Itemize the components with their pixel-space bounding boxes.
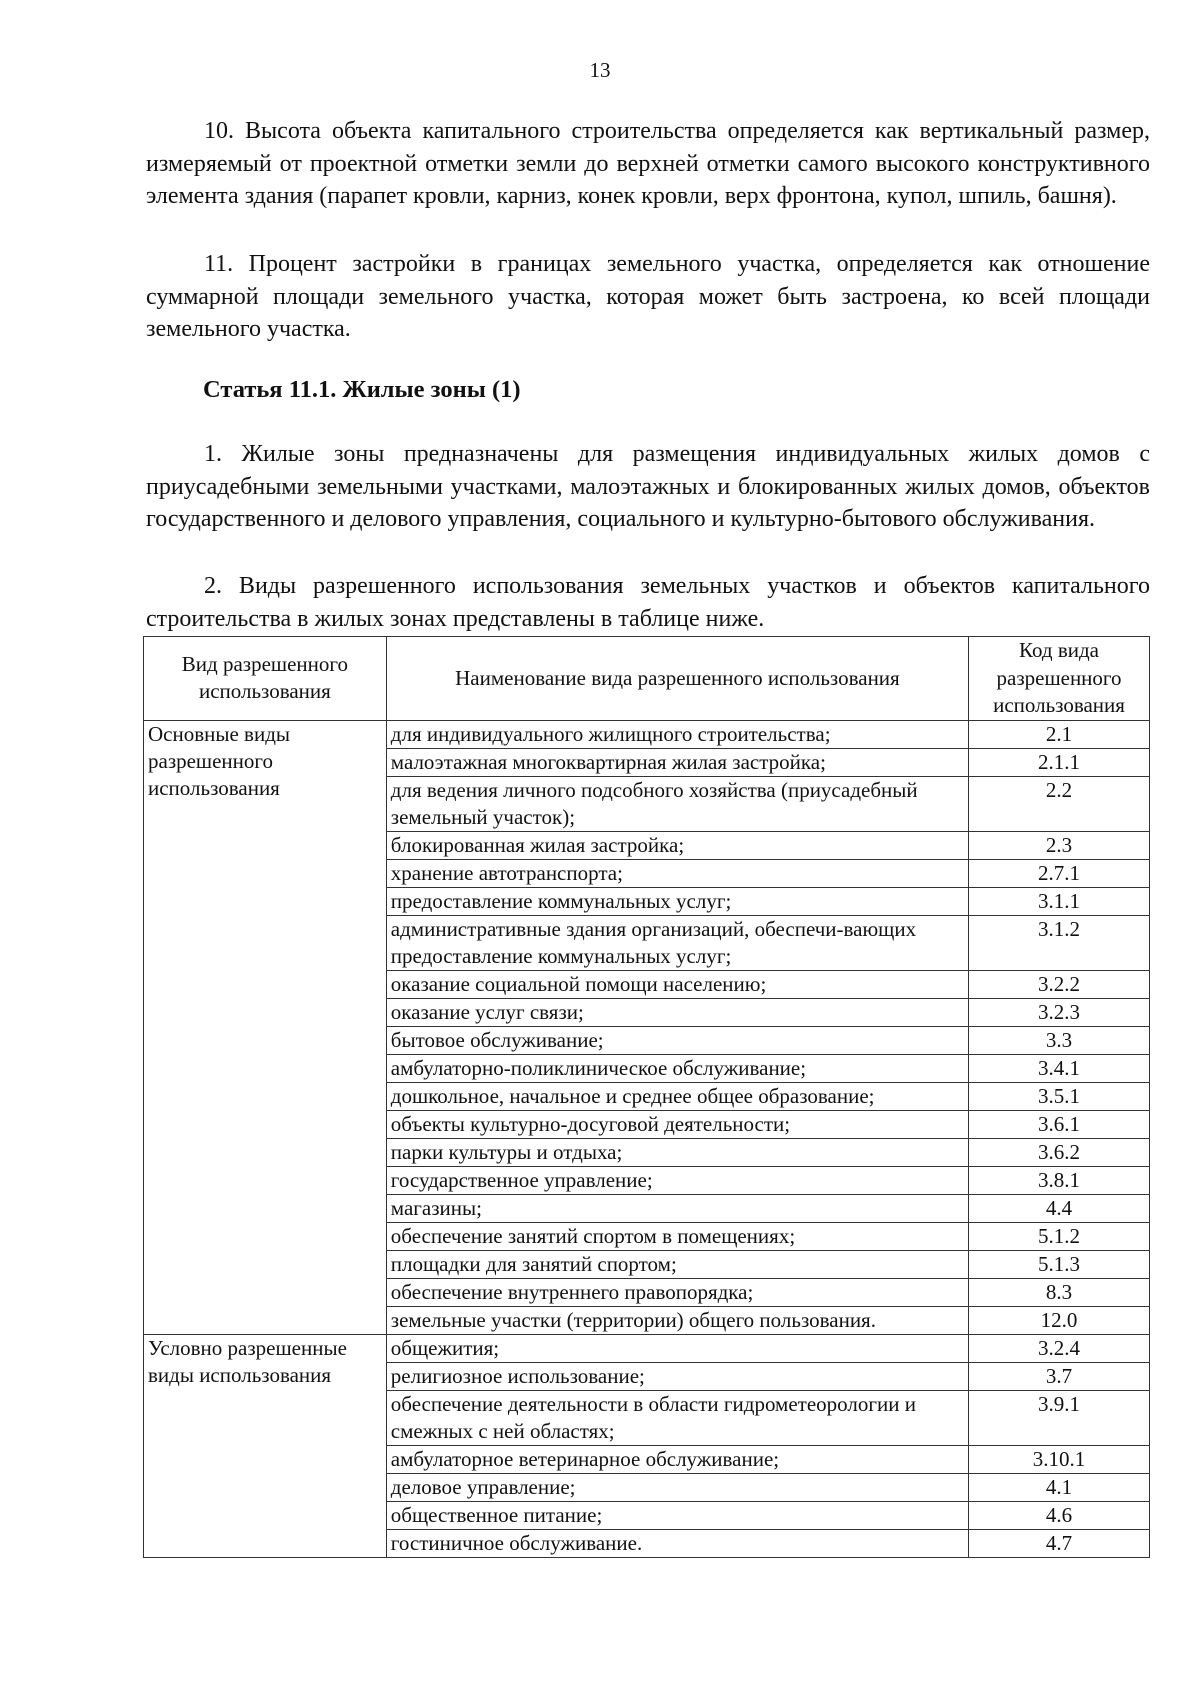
use-name-cell: земельные участки (территории) общего пользования. — [386, 1306, 968, 1334]
use-name-cell: административные здания организаций, обеспечи-вающих предоставление коммунальных услуг; — [386, 915, 968, 970]
use-code-cell: 3.1.2 — [969, 915, 1150, 970]
use-name-cell: объекты культурно-досуговой деятельности; — [386, 1110, 968, 1138]
header-use-code: Код вида разрешенного использования — [969, 637, 1150, 721]
use-name-cell: государственное управление; — [386, 1166, 968, 1194]
use-code-cell: 3.10.1 — [969, 1445, 1150, 1473]
use-name-cell: малоэтажная многоквартирная жилая застройка; — [386, 748, 968, 776]
use-name-cell: общежития; — [386, 1334, 968, 1362]
use-code-cell: 4.4 — [969, 1194, 1150, 1222]
use-code-cell: 4.1 — [969, 1473, 1150, 1501]
use-code-cell: 2.1 — [969, 720, 1150, 748]
use-name-cell: для ведения личного подсобного хозяйства (приусадебный земельный участок); — [386, 776, 968, 831]
use-name-cell: бытовое обслуживание; — [386, 1026, 968, 1054]
use-name-cell: обеспечение занятий спортом в помещениях; — [386, 1222, 968, 1250]
use-code-cell: 3.3 — [969, 1026, 1150, 1054]
use-code-cell: 3.1.1 — [969, 887, 1150, 915]
use-code-cell: 3.9.1 — [969, 1390, 1150, 1445]
paragraph-2-permitted-uses: 2. Виды разрешенного использования земельных участков и объектов капитального строительства в жилых зонах представлены в таблице ниже. — [146, 573, 1150, 632]
use-code-cell: 3.2.3 — [969, 998, 1150, 1026]
use-code-cell: 3.7 — [969, 1362, 1150, 1390]
use-code-cell: 3.8.1 — [969, 1166, 1150, 1194]
header-use-name: Наименование вида разрешенного использования — [386, 637, 968, 721]
use-code-cell: 2.7.1 — [969, 859, 1150, 887]
use-code-cell: 12.0 — [969, 1306, 1150, 1334]
group-label: Основные виды разрешенного использования — [144, 720, 387, 1334]
page-number: 13 — [589, 58, 611, 82]
header-use-type: Вид разрешенного использования — [144, 637, 387, 721]
table-header-row — [144, 637, 1150, 721]
use-code-cell: 3.5.1 — [969, 1082, 1150, 1110]
use-code-cell: 3.6.2 — [969, 1138, 1150, 1166]
use-code-cell: 3.6.1 — [969, 1110, 1150, 1138]
use-code-cell: 3.2.2 — [969, 970, 1150, 998]
use-name-cell: дошкольное, начальное и среднее общее образование; — [386, 1082, 968, 1110]
use-name-cell: общественное питание; — [386, 1501, 968, 1529]
use-code-cell: 3.4.1 — [969, 1054, 1150, 1082]
permitted-use-table — [143, 636, 1150, 1558]
use-name-cell: для индивидуального жилищного строительства; — [386, 720, 968, 748]
use-name-cell: деловое управление; — [386, 1473, 968, 1501]
use-name-cell: площадки для занятий спортом; — [386, 1250, 968, 1278]
use-code-cell: 2.1.1 — [969, 748, 1150, 776]
use-name-cell: блокированная жилая застройка; — [386, 831, 968, 859]
paragraph-10-building-height: 10. Высота объекта капитального строительства определяется как вертикальный размер, измеряемый от проектной отметки земли до верхней отметки самого высокого конструктивного элемента здания (парапет кровли, карниз, конек кровли, верх фронтона, купол, шпиль, башня). — [146, 118, 1150, 210]
use-code-cell: 2.3 — [969, 831, 1150, 859]
use-name-cell: предоставление коммунальных услуг; — [386, 887, 968, 915]
use-name-cell: гостиничное обслуживание. — [386, 1529, 968, 1557]
use-name-cell: амбулаторно-поликлиническое обслуживание; — [386, 1054, 968, 1082]
use-code-cell: 5.1.2 — [969, 1222, 1150, 1250]
use-code-cell: 3.2.4 — [969, 1334, 1150, 1362]
use-name-cell: оказание услуг связи; — [386, 998, 968, 1026]
paragraph-1-residential-zones: 1. Жилые зоны предназначены для размещения индивидуальных жилых домов с приусадебными земельными участками, малоэтажных и блокированных жилых домов, объектов государственного и делового управления, социального и культурно-бытового обслуживания. — [146, 441, 1150, 533]
use-name-cell: оказание социальной помощи населению; — [386, 970, 968, 998]
use-name-cell: обеспечение внутреннего правопорядка; — [386, 1278, 968, 1306]
table-row — [144, 1334, 1150, 1362]
use-code-cell: 4.7 — [969, 1529, 1150, 1557]
table-row — [144, 720, 1150, 748]
group-label: Условно разрешенные виды использования — [144, 1334, 387, 1557]
use-name-cell: парки культуры и отдыха; — [386, 1138, 968, 1166]
paragraph-11-build-percentage: 11. Процент застройки в границах земельного участка, определяется как отношение суммарной площади земельного участка, которая может быть застроена, ко всей площади земельного участка. — [146, 251, 1150, 343]
use-name-cell: магазины; — [386, 1194, 968, 1222]
use-code-cell: 2.2 — [969, 776, 1150, 831]
use-code-cell: 4.6 — [969, 1501, 1150, 1529]
table-body — [144, 720, 1150, 1557]
use-code-cell: 8.3 — [969, 1278, 1150, 1306]
article-heading: Статья 11.1. Жилые зоны (1) — [203, 376, 521, 403]
use-name-cell: хранение автотранспорта; — [386, 859, 968, 887]
use-name-cell: амбулаторное ветеринарное обслуживание; — [386, 1445, 968, 1473]
use-name-cell: обеспечение деятельности в области гидрометеорологии и смежных с ней областях; — [386, 1390, 968, 1445]
use-code-cell: 5.1.3 — [969, 1250, 1150, 1278]
use-name-cell: религиозное использование; — [386, 1362, 968, 1390]
